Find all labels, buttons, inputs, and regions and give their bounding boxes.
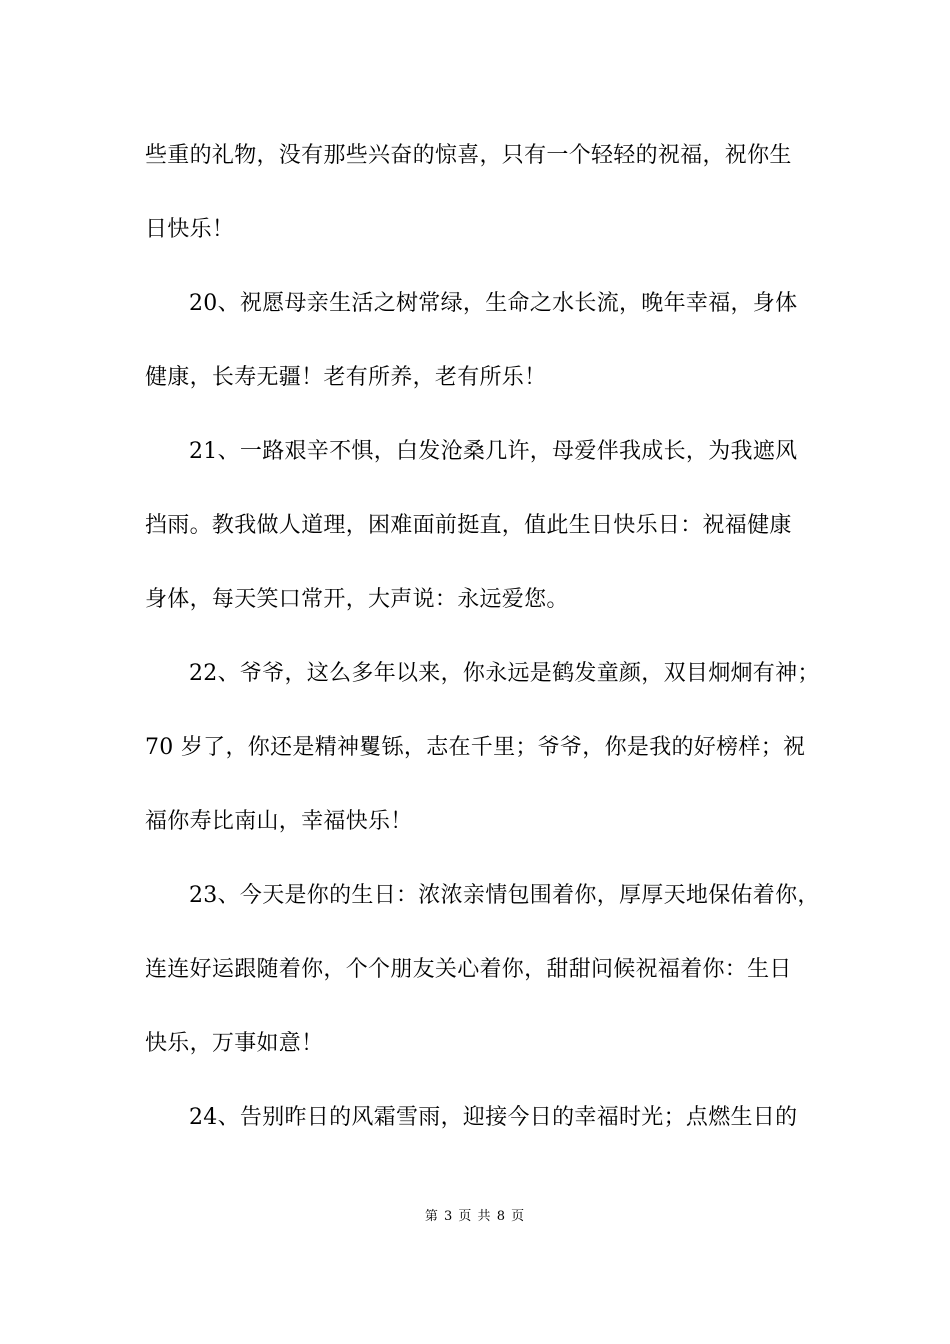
text-line: 日快乐！: [145, 217, 235, 242]
text-line: 身体，每天笑口常开，大声说：永远爱您。: [145, 587, 569, 612]
paragraph-24-start: 24、告别昨日的风霜雪雨，迎接今日的幸福时光；点燃生日的: [189, 1105, 798, 1130]
paragraph-23-start: 23、今天是你的生日：浓浓亲情包围着你，厚厚天地保佑着你，: [189, 883, 820, 908]
paragraph-22-start: 22、爷爷，这么多年以来，你永远是鹤发童颜，双目炯炯有神；: [189, 661, 820, 686]
text-line: 健康，长寿无疆！老有所养，老有所乐！: [145, 365, 547, 390]
text-line: 70 岁了，你还是精神矍铄，志在千里；爷爷，你是我的好榜样；祝: [145, 735, 806, 760]
paragraph-20-start: 20、祝愿母亲生活之树常绿，生命之水长流，晚年幸福，身体: [189, 291, 798, 316]
text-line: 挡雨。教我做人道理，困难面前挺直，值此生日快乐日：祝福健康: [145, 513, 792, 538]
text-line: 快乐，万事如意！: [145, 1031, 324, 1056]
text-line: 些重的礼物，没有那些兴奋的惊喜，只有一个轻轻的祝福，祝你生: [145, 143, 792, 168]
text-line: 连连好运跟随着你，个个朋友关心着你，甜甜问候祝福着你：生日: [145, 957, 792, 982]
text-line: 福你寿比南山，幸福快乐！: [145, 809, 413, 834]
paragraph-21-start: 21、一路艰辛不惧，白发沧桑几许，母爱伴我成长，为我遮风: [189, 439, 798, 464]
page-number-footer: 第 3 页 共 8 页: [424, 1209, 526, 1224]
